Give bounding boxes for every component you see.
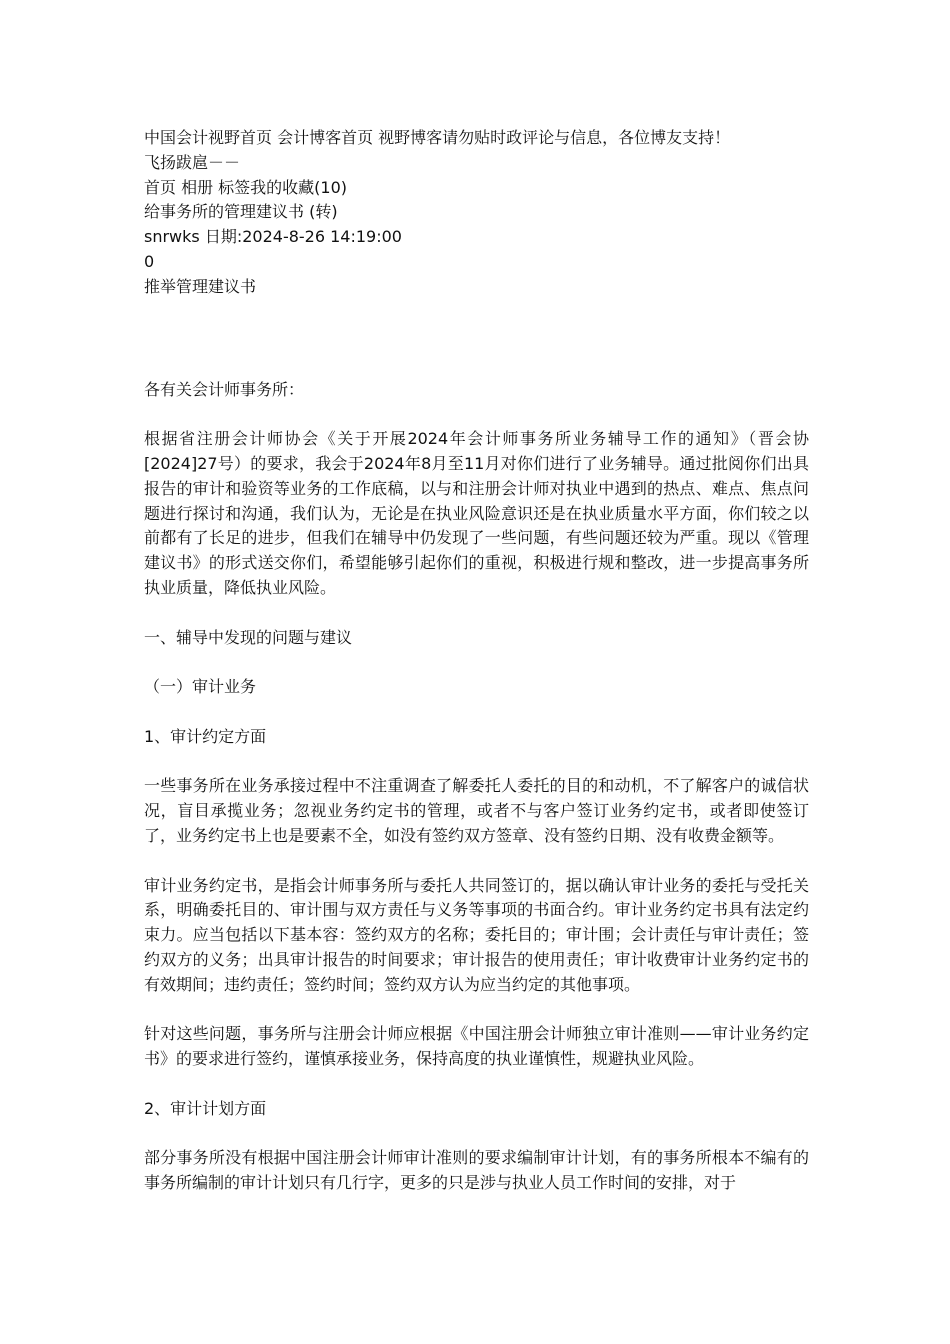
blog-menu[interactable]: 首页 相册 标签我的收藏(10) bbox=[144, 177, 348, 197]
body-paragraph: 审计业务约定书，是指会计师事务所与委托人共同签订的，据以确认审计业务的委托与受托关系，明确委托目的、审计围与双方责任与义务等事项的书面合约。审计业务约定书具有法定约束力。应当包括以下基本容：签约双方的名称；委托目的；审计围；会计责任与审计责任；签约双方的义务；出具审计报告的时间要求；审计报告的使用责任；审计收费审计业务约定书的有效期间；违约责任；签约时间；签约双方认为应当约定的其他事项。 bbox=[144, 875, 809, 994]
subsection-heading: （一）审计业务 bbox=[144, 677, 257, 697]
document-page bbox=[144, 126, 809, 1196]
salutation: 各有关会计师事务所： bbox=[144, 379, 305, 399]
post-category[interactable]: 推举管理建议书 bbox=[144, 276, 257, 296]
post-title: 给事务所的管理建议书 (转) bbox=[144, 202, 338, 222]
body-paragraph: 针对这些问题，事务所与注册会计师应根据《中国注册会计师独立审计准则——审计业务约定书》的要求进行签约，谨慎承接业务，保持高度的执业谨慎性，规避执业风险。 bbox=[144, 1024, 809, 1069]
spacer bbox=[144, 300, 809, 378]
site-nav-line[interactable]: 中国会计视野首页 会计博客首页 视野博客请勿贴时政评论与信息，各位博友支持！ bbox=[144, 128, 731, 147]
body-paragraph: 部分事务所没有根据中国注册会计师审计准则的要求编制审计计划，有的事务所根本不编有的事务所编制的审计计划只有几行字，更多的只是涉与执业人员工作时间的安排，对于 bbox=[144, 1148, 809, 1193]
body-paragraph: 一些事务所在业务承接过程中不注重调查了解委托人委托的目的和动机，不了解客户的诚信状况，盲目承揽业务；忽视业务约定书的管理，或者不与客户签订业务约定书，或者即使签订了，业务约定书上也是要素不全，如没有签约双方签章、没有签约日期、没有收费金额等。 bbox=[144, 776, 809, 845]
item-heading: 2、审计计划方面 bbox=[144, 1098, 267, 1118]
comment-count: 0 bbox=[144, 251, 155, 271]
item-heading: 1、审计约定方面 bbox=[144, 726, 267, 746]
intro-paragraph: 根据省注册会计师协会《关于开展2024年会计师事务所业务辅导工作的通知》（晋会协[2024]27号）的要求，我会于2024年8月至11月对你们进行了业务辅导。通过批阅你们出具报告的审计和验资等业务的工作底稿，以与和注册会计师对执业中遇到的热点、难点、焦点问题进行探讨和沟通，我们认为，无论是在执业风险意识还是在执业质量水平方面，你们较之以前都有了长足的进步，但我们在辅导中仍发现了一些问题，有些问题还较为严重。现以《管理建议书》的形式送交你们，希望能够引起你们的重视，积极进行规和整改，进一步提高事务所执业质量，降低执业风险。 bbox=[144, 429, 809, 597]
section-heading: 一、辅导中发现的问题与建议 bbox=[144, 627, 353, 647]
post-meta: snrwks 日期:2024-8-26 14:19:00 bbox=[144, 227, 402, 247]
blog-name[interactable]: 飞扬跋扈－－ bbox=[144, 152, 241, 172]
